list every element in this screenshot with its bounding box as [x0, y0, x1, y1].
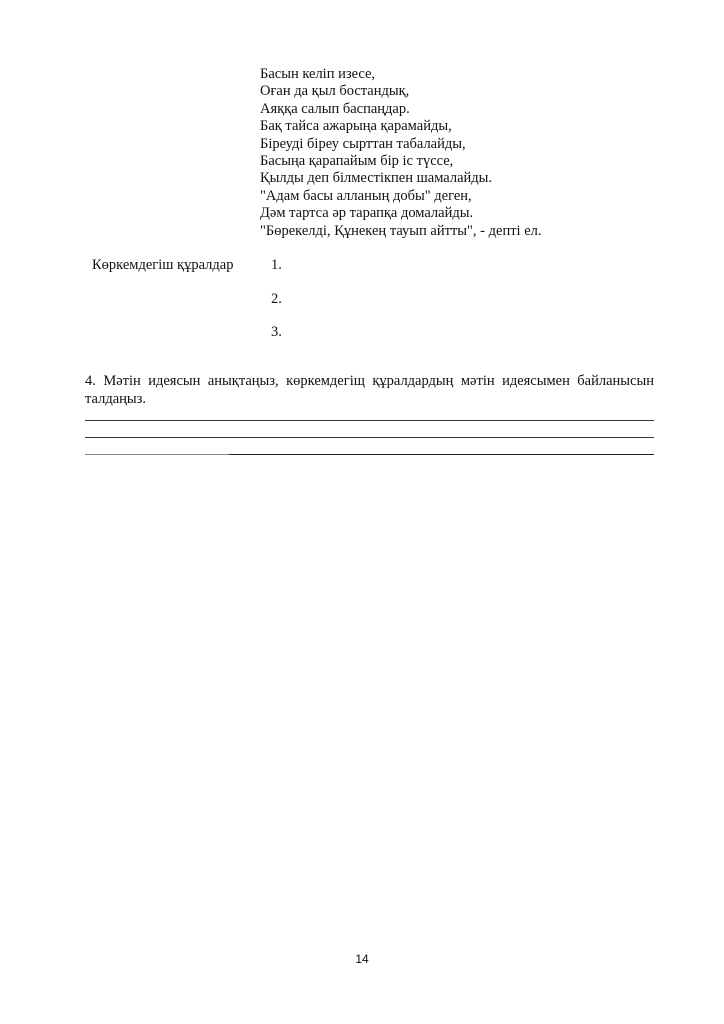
- poem-stanza: [260, 66, 620, 240]
- devices-number-list: [271, 256, 282, 357]
- devices-label: Көркемдегіш құралдар: [92, 257, 234, 273]
- list-item-number: 1.: [271, 257, 282, 273]
- question-text: 4. Мәтін идеясын анықтаңыз, көркемдегіщ құралдардың мәтін идеясымен байланысын талдаңыз.: [85, 373, 654, 407]
- poem-line: Аяққа салып баспаңдар.: [260, 100, 410, 117]
- poem-line: Бақ тайса ажарыңа қарамайды,: [260, 118, 452, 135]
- poem-line: Дәм тартса әр тарапқа домалайды.: [260, 205, 474, 222]
- answer-line: [85, 437, 654, 438]
- page-number: 14: [355, 952, 369, 966]
- answer-line: [229, 454, 654, 455]
- poem-line: Басын келіп изесе,: [260, 66, 376, 82]
- poem-line: Оған да қыл бостандық,: [260, 83, 410, 100]
- poem-line: Қылды деп білместікпен шамалайды.: [260, 170, 493, 187]
- poem-line: Біреуді біреу сырттан табалайды,: [260, 135, 466, 152]
- answer-line: [85, 454, 229, 455]
- answer-line: [85, 420, 654, 421]
- poem-line: "Адам басы алланың добы" деген,: [260, 187, 472, 204]
- list-item-number: 3.: [271, 324, 282, 340]
- poem-line: "Бөрекелді, Құнекең тауып айтты", - депті ел.: [260, 222, 542, 239]
- list-item-number: 2.: [271, 290, 282, 307]
- poem-line: Басыңа қарапайым бір іс түссе,: [260, 153, 454, 170]
